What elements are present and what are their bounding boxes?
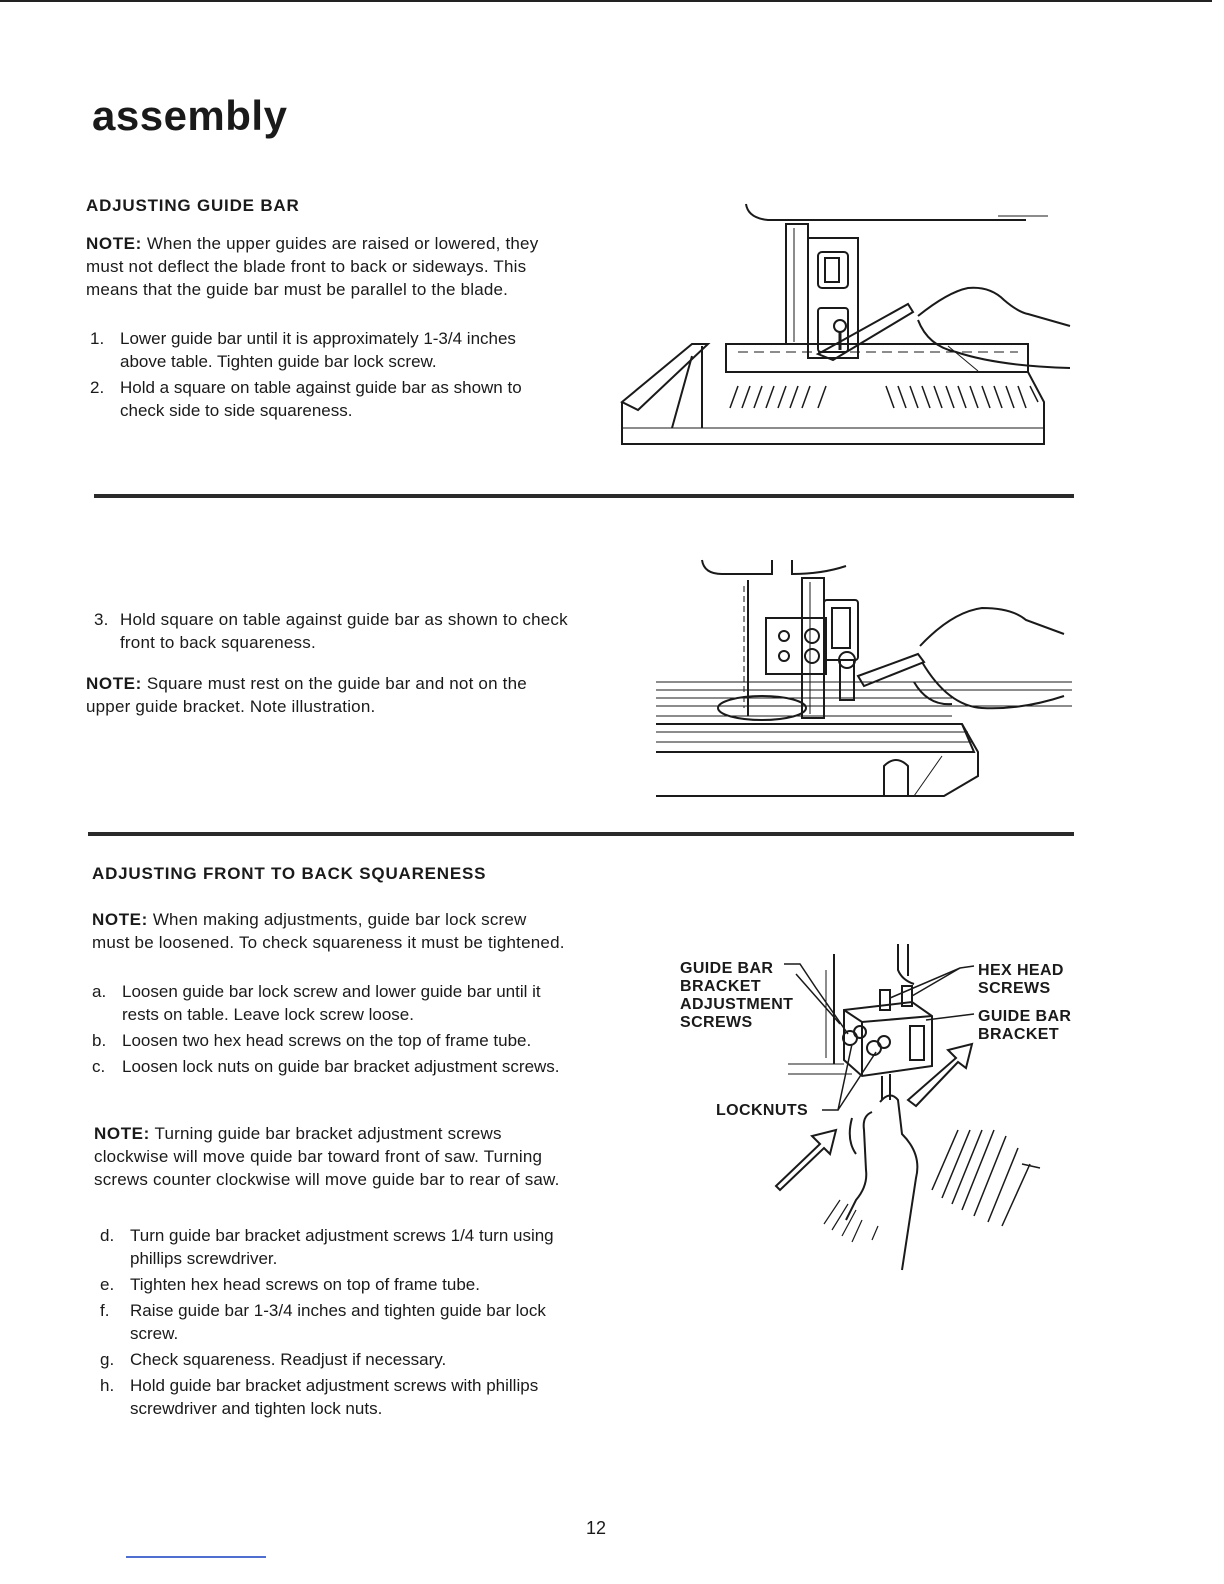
note-label: NOTE: <box>86 674 142 693</box>
list-item <box>88 1055 568 1078</box>
section-divider <box>94 494 1074 498</box>
step-marker: g. <box>100 1350 115 1369</box>
callout-line: ADJUSTMENT <box>680 996 794 1013</box>
note-guide-bar-parallel <box>86 232 562 301</box>
steps-list-1 <box>86 327 562 425</box>
list-item <box>88 980 568 1026</box>
step-marker: a. <box>92 982 107 1001</box>
top-border-line <box>0 0 1212 2</box>
callout-line: BRACKET <box>978 1026 1060 1043</box>
step-3 <box>94 608 590 654</box>
bottom-blue-line <box>126 1556 266 1558</box>
callout-line: SCREWS <box>978 980 1051 997</box>
note-label: NOTE: <box>92 910 148 929</box>
callout-line: BRACKET <box>680 978 762 995</box>
list-item <box>96 1348 574 1371</box>
page-number: 12 <box>586 1518 607 1538</box>
step-marker: h. <box>100 1376 115 1395</box>
steps-list-a-c <box>88 980 568 1081</box>
section-heading-front-to-back-squareness: ADJUSTING FRONT TO BACK SQUARENESS <box>92 864 487 883</box>
callout-line: GUIDE BAR <box>978 1008 1072 1025</box>
list-item <box>86 376 562 422</box>
step-text: Hold guide bar bracket adjustment screws with phillips screwdriver and tighten lock nuts. <box>130 1376 539 1418</box>
step-marker: 1. <box>90 329 105 348</box>
step-text: Turn guide bar bracket adjustment screws 1/4 turn using phillips screwdriver. <box>130 1226 554 1268</box>
callout-hex-head-screws <box>978 962 1064 998</box>
callout-guide-bar-bracket <box>978 1008 1071 1044</box>
step-text: Loosen guide bar lock screw and lower guide bar until it rests on table. Leave lock screw loose. <box>122 982 541 1024</box>
step-text: Tighten hex head screws on top of frame tube. <box>130 1275 480 1294</box>
list-item <box>96 1299 574 1345</box>
step-text: Check squareness. Readjust if necessary. <box>130 1350 447 1369</box>
step-marker: d. <box>100 1226 115 1245</box>
section-divider <box>88 832 1074 836</box>
callout-line: GUIDE BAR <box>680 960 774 977</box>
list-item <box>96 1224 574 1270</box>
note-text: When the upper guides are raised or lowered, they must not deflect the blade front to back or sideways. This means that the guide bar must be parallel to the blade. <box>86 234 539 299</box>
list-item <box>96 1273 574 1296</box>
note-label: NOTE: <box>86 234 142 253</box>
note-text: Square must rest on the guide bar and not on the upper guide bracket. Note illustration. <box>86 674 527 716</box>
note-label: NOTE: <box>94 1124 150 1143</box>
figure-guide-bar-bracket-adjustment <box>676 940 1086 1280</box>
step-text: Raise guide bar 1-3/4 inches and tighten guide bar lock screw. <box>130 1301 546 1343</box>
note-lock-screw-loosened <box>92 908 566 954</box>
note-text: When making adjustments, guide bar lock screw must be loosened. To check squareness it must be tightened. <box>92 910 565 952</box>
note-turning-screws <box>94 1122 568 1191</box>
step-marker: c. <box>92 1057 106 1076</box>
note-text: Turning guide bar bracket adjustment screws clockwise will move quide bar toward front of saw. Turning screws counter clockwise will move guide bar to rear of saw. <box>94 1124 560 1189</box>
step-text: Loosen lock nuts on guide bar bracket adjustment screws. <box>122 1057 560 1076</box>
list-item <box>88 1029 568 1052</box>
step-marker: 2. <box>90 378 105 397</box>
note-square-rest <box>86 672 562 718</box>
step-marker: b. <box>92 1031 107 1050</box>
step-text: Loosen two hex head screws on the top of frame tube. <box>122 1031 532 1050</box>
step-text: Hold square on table against guide bar as shown to check front to back squareness. <box>120 610 568 652</box>
step-marker: f. <box>100 1301 110 1320</box>
callout-line: SCREWS <box>680 1014 753 1031</box>
step-text: Lower guide bar until it is approximately 1-3/4 inches above table. Tighten guide bar lock screw. <box>120 329 516 371</box>
list-item <box>86 327 562 373</box>
section-heading-adjusting-guide-bar: ADJUSTING GUIDE BAR <box>86 196 300 215</box>
figure-side-to-side-squareness <box>618 196 1080 456</box>
steps-list-d-h <box>96 1224 574 1423</box>
callout-locknuts: LOCKNUTS <box>716 1102 809 1119</box>
step-marker: e. <box>100 1275 115 1294</box>
step-marker: 3. <box>94 610 109 629</box>
figure-front-to-back-squareness <box>652 556 1072 802</box>
step-text: Hold a square on table against guide bar as shown to check side to side squareness. <box>120 378 522 420</box>
callout-line: HEX HEAD <box>978 962 1064 979</box>
callout-guide-bar-bracket-adjustment-screws <box>680 960 793 1032</box>
page-title: assembly <box>92 92 288 139</box>
list-item <box>96 1374 574 1420</box>
